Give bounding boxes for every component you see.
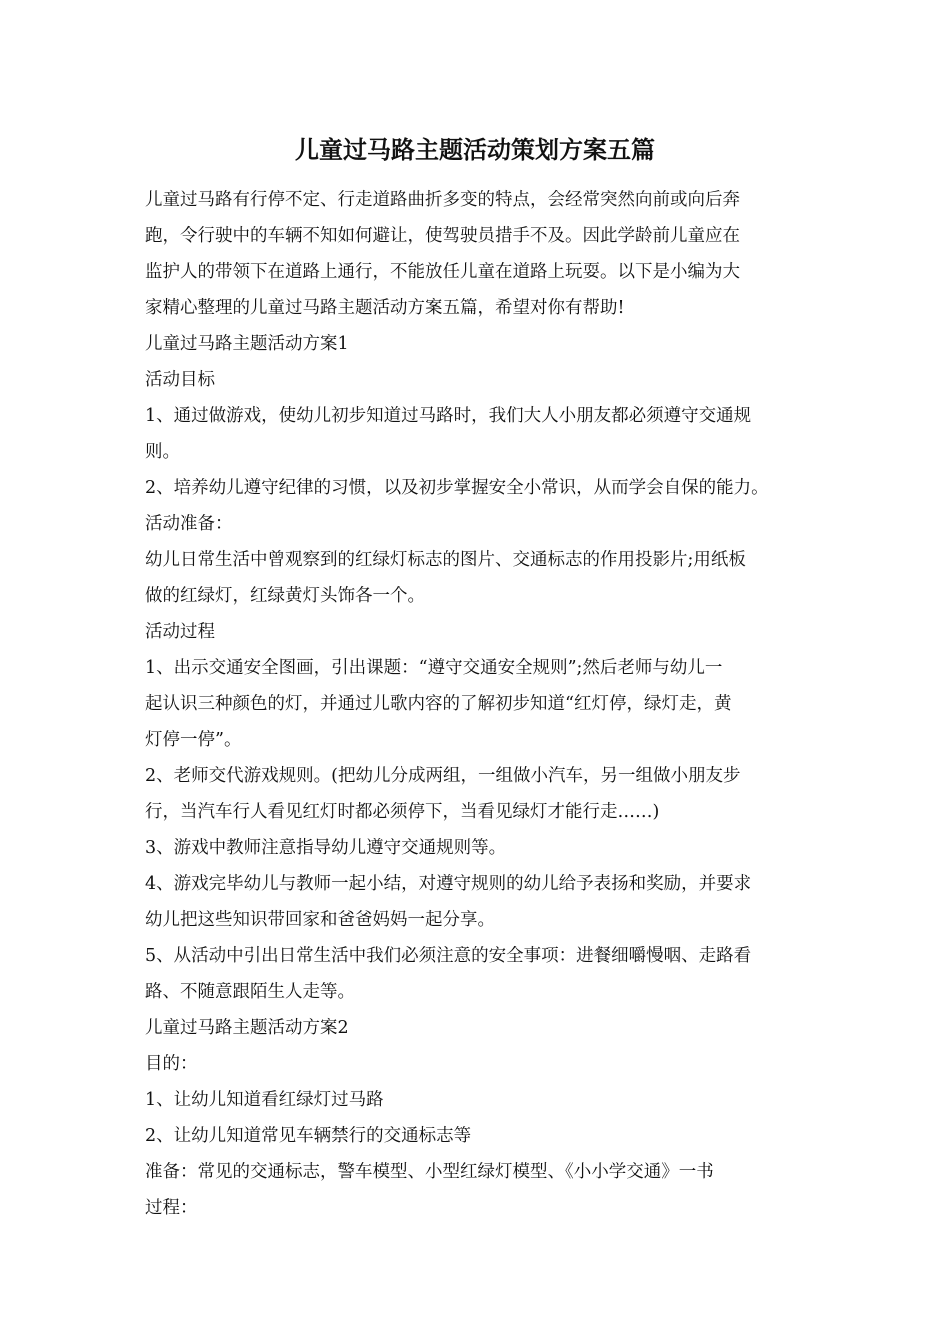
plan1-step-1 [145, 650, 815, 758]
plan1-step-4-line-2: 幼儿把这些知识带回家和爸爸妈妈一起分享。 [145, 910, 495, 930]
plan1-step-5 [145, 938, 815, 1010]
plan1-step-1-line-2: 起认识三种颜色的灯，并通过儿歌内容的了解初步知道“红灯停，绿灯走，黄 [145, 694, 732, 714]
plan1-step-2 [145, 758, 815, 830]
plan1-step-5-line-2: 路、不随意跟陌生人走等。 [145, 982, 355, 1002]
plan2-prep: 准备：常见的交通标志，警车模型、小型红绿灯模型、《小小学交通》一书 [145, 1162, 714, 1182]
plan1-step-5-line-1: 5、从活动中引出日常生活中我们必须注意的安全事项：进餐细嚼慢咽、走路看 [145, 946, 752, 966]
intro-paragraph [145, 182, 815, 326]
intro-line-3: 监护人的带领下在道路上通行，不能放任儿童在道路上玩耍。以下是小编为大 [145, 262, 740, 282]
plan2-purpose-1: 1、让幼儿知道看红绿灯过马路 [145, 1090, 384, 1110]
plan1-goal-2: 2、培养幼儿遵守纪律的习惯，以及初步掌握安全小常识，从而学会自保的能力。 [145, 478, 769, 498]
plan1-goal-1-line-1: 1、通过做游戏，使幼儿初步知道过马路时，我们大人小朋友都必须遵守交通规 [145, 406, 752, 426]
plan1-prep [145, 542, 815, 614]
plan1-step-2-line-2: 行，当汽车行人看见红灯时都必须停下，当看见绿灯才能行走……) [145, 802, 660, 822]
plan1-goal-heading: 活动目标 [145, 370, 215, 390]
document-body [145, 182, 815, 1226]
plan1-step-4-line-1: 4、游戏完毕幼儿与教师一起小结，对遵守规则的幼儿给予表扬和奖励，并要求 [145, 874, 752, 894]
plan1-goal-1 [145, 398, 815, 470]
intro-line-2: 跑，令行驶中的车辆不知如何避让，使驾驶员措手不及。因此学龄前儿童应在 [145, 226, 740, 246]
plan2-heading: 儿童过马路主题活动方案2 [145, 1018, 349, 1038]
plan1-goal-1-line-2: 则。 [145, 442, 180, 462]
plan2-purpose-heading: 目的： [145, 1054, 198, 1074]
plan1-step-3: 3、游戏中教师注意指导幼儿遵守交通规则等。 [145, 838, 507, 858]
plan1-heading: 儿童过马路主题活动方案1 [145, 334, 349, 354]
document-title: 儿童过马路主题活动策划方案五篇 [295, 135, 655, 164]
plan1-step-4 [145, 866, 815, 938]
intro-line-4: 家精心整理的儿童过马路主题活动方案五篇，希望对你有帮助! [145, 298, 625, 318]
plan1-prep-line-2: 做的红绿灯，红绿黄灯头饰各一个。 [145, 586, 425, 606]
plan1-prep-heading: 活动准备： [145, 514, 233, 534]
plan1-prep-line-1: 幼儿日常生活中曾观察到的红绿灯标志的图片、交通标志的作用投影片;用纸板 [145, 550, 746, 570]
plan2-process-heading: 过程： [145, 1198, 198, 1218]
plan1-step-1-line-3: 灯停一停”。 [145, 730, 242, 750]
plan2-purpose-2: 2、让幼儿知道常见车辆禁行的交通标志等 [145, 1126, 472, 1146]
plan1-process-heading: 活动过程 [145, 622, 215, 642]
plan1-step-1-line-1: 1、出示交通安全图画，引出课题：“遵守交通安全规则”;然后老师与幼儿一 [145, 658, 723, 678]
intro-line-1: 儿童过马路有行停不定、行走道路曲折多变的特点，会经常突然向前或向后奔 [145, 190, 740, 210]
plan1-step-2-line-1: 2、老师交代游戏规则。(把幼儿分成两组，一组做小汽车，另一组做小朋友步 [145, 766, 741, 786]
